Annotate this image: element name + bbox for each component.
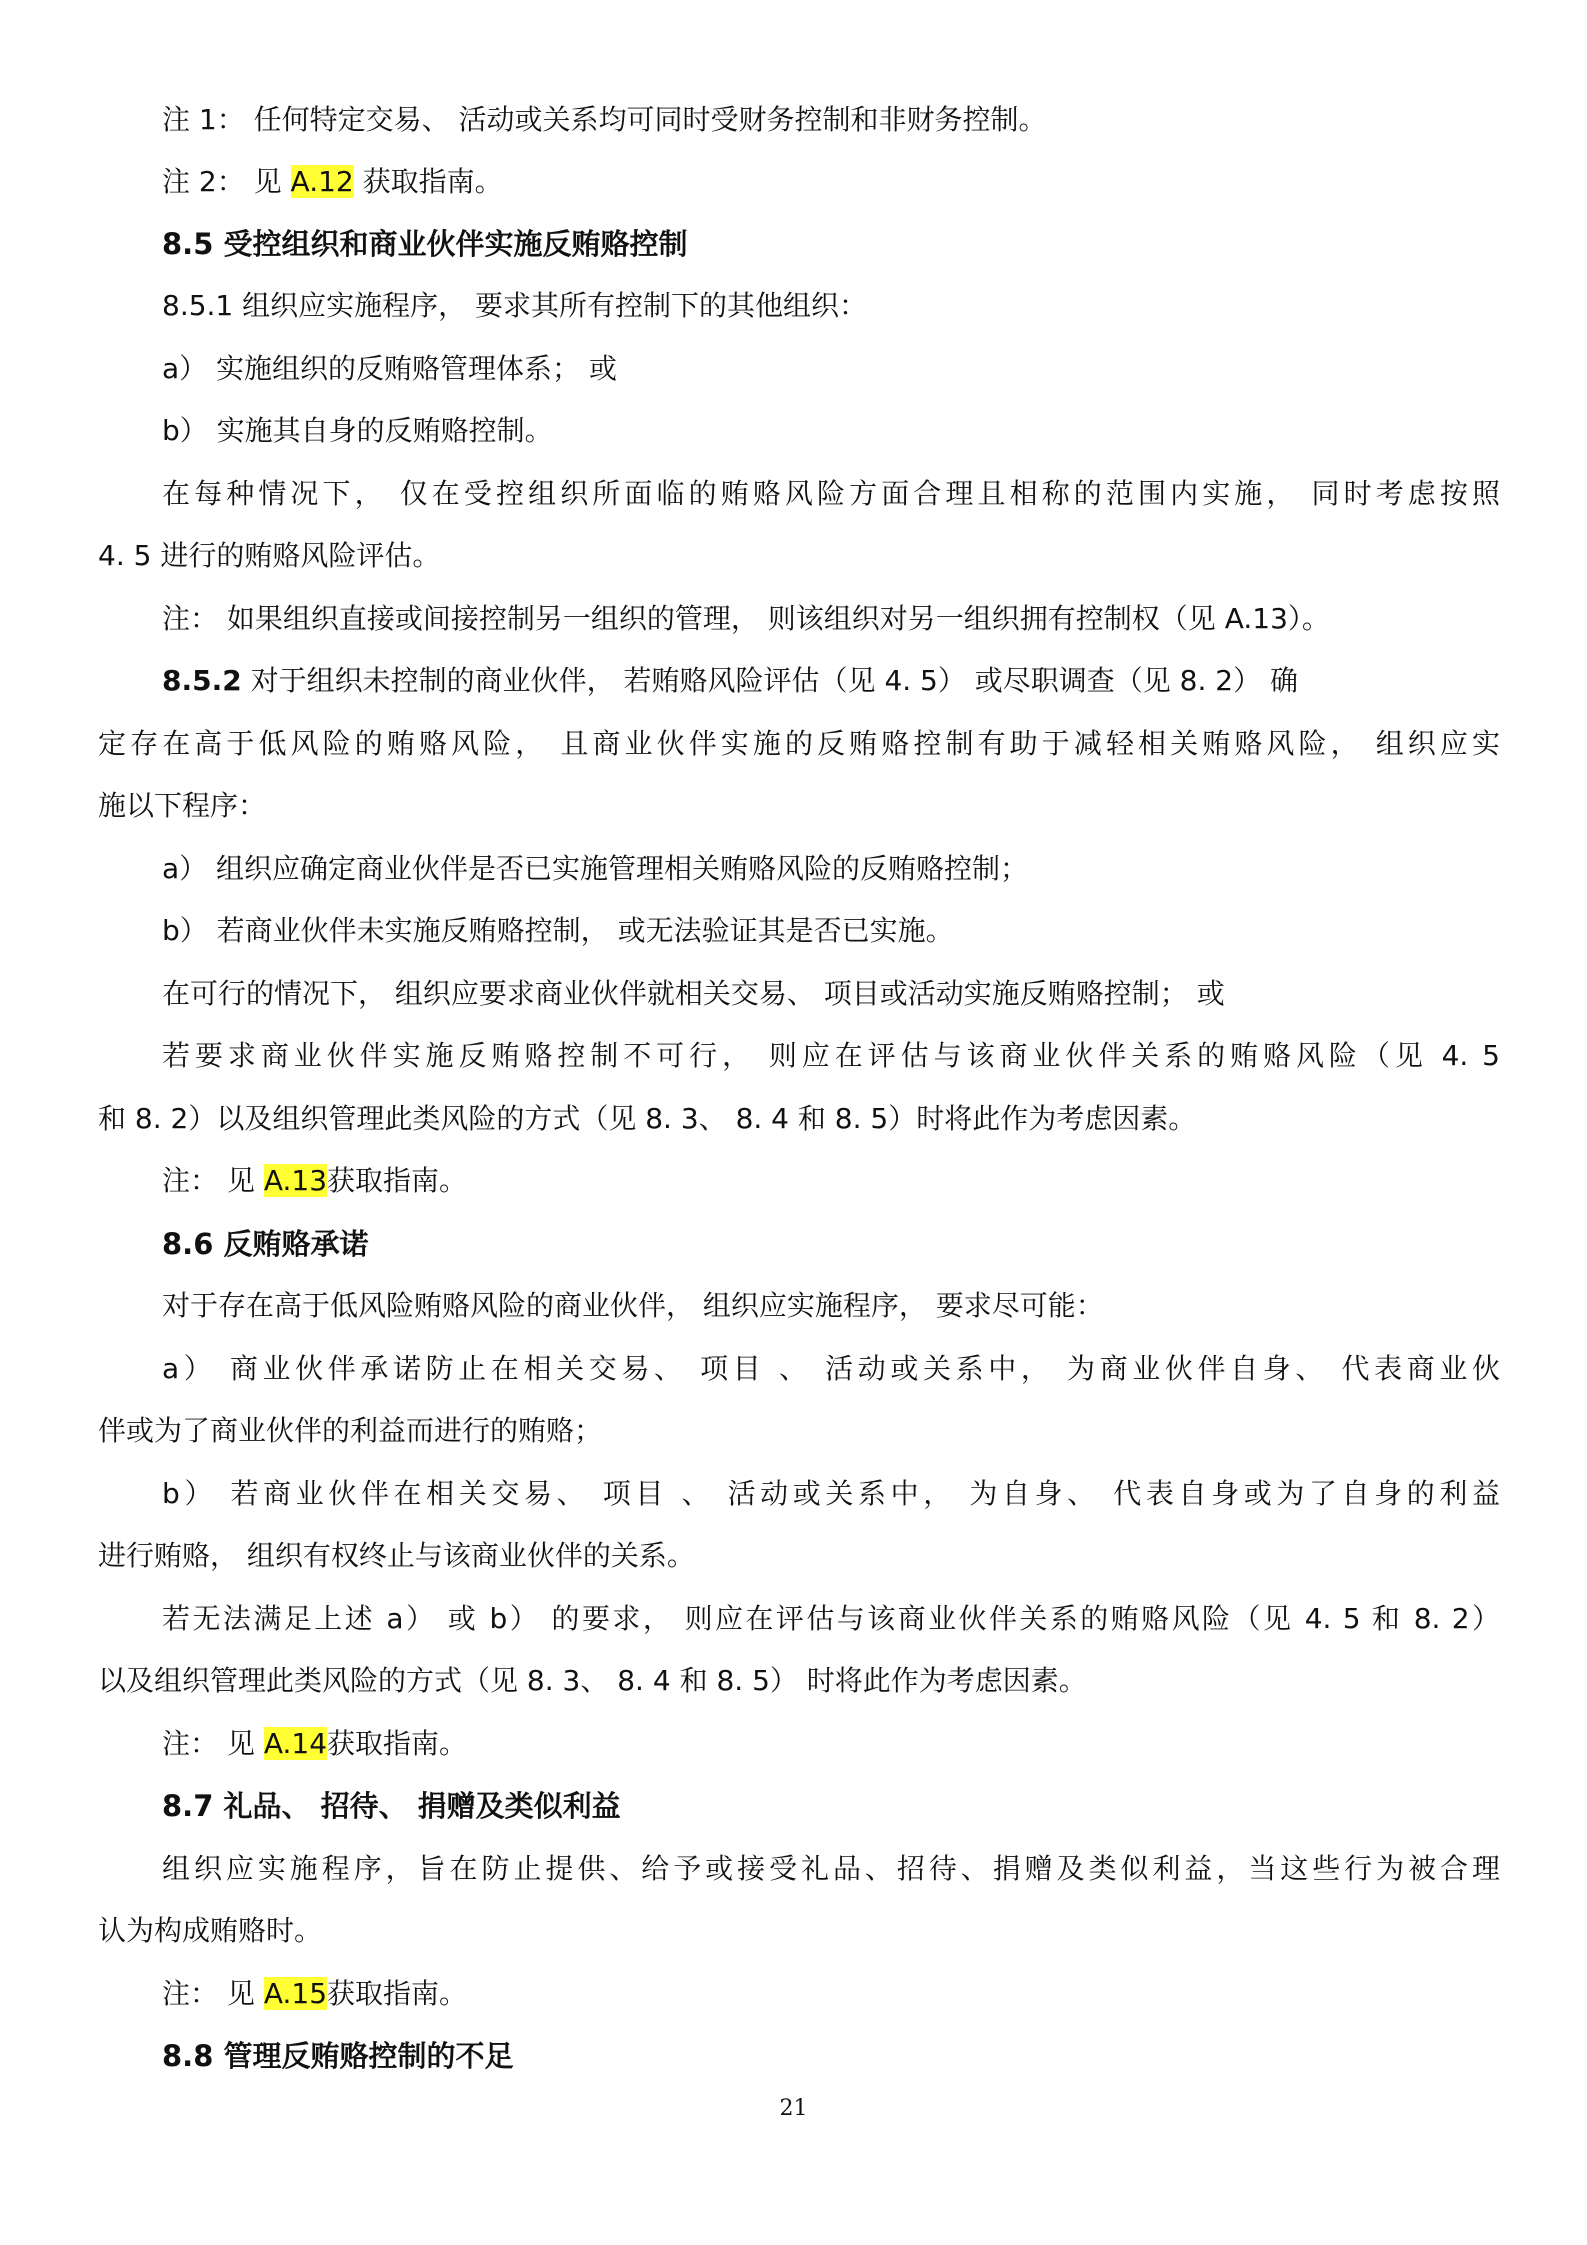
page-number: 21 [779, 2096, 808, 2121]
clause-8-5-2-text: 对于组织未控制的商业伙伴， 若贿赂风险评估（见 4. 5） 或尽职调查（见 8. 2） 确 [241, 664, 1298, 697]
item-8-5-1-b: b） 实施其自身的反贿赂控制。 [162, 414, 553, 447]
item-8-6-b-line-1: b） 若商业伙伴在相关交易、 项目 、 活动或关系中， 为自身、 代表自身或为了自身的利益 [162, 1477, 1500, 1510]
heading-8-7: 8.7 礼品、 招待、 捐赠及类似利益 [162, 1789, 621, 1823]
item-8-5-2-a: a） 组织应确定商业伙伴是否已实施管理相关贿赂风险的反贿赂控制； [162, 852, 1029, 885]
note-2-suffix: 获取指南。 [353, 165, 503, 198]
paragraph-8-5-1-line-2: 4. 5 进行的贿赂风险评估。 [98, 539, 441, 572]
ref-a12-link[interactable]: A.12 [290, 165, 354, 198]
clause-8-5-2-line-3: 施以下程序： [98, 789, 267, 822]
item-8-6-a-line-2: 伴或为了商业伙伴的利益而进行的贿赂； [98, 1414, 603, 1447]
note-8-7-prefix: 注： 见 [162, 1977, 264, 2010]
item-8-6-b-line-2: 进行贿赂， 组织有权终止与该商业伙伴的关系。 [98, 1539, 695, 1572]
heading-8-5: 8.5 受控组织和商业伙伴实施反贿赂控制 [162, 227, 688, 261]
heading-8-6: 8.6 反贿赂承诺 [162, 1227, 369, 1261]
ref-a15-link[interactable]: A.15 [263, 1977, 328, 2010]
note-2 [162, 162, 503, 202]
note-8-5-2-suffix: 获取指南。 [327, 1164, 468, 1197]
ref-a13-link[interactable]: A.13 [263, 1164, 328, 1197]
note-8-5-2-prefix: 注： 见 [162, 1164, 264, 1197]
note-8-7 [162, 1974, 467, 2014]
clause-8-5-2-line-2: 定存在高于低风险的贿赂风险， 且商业伙伴实施的反贿赂控制有助于减轻相关贿赂风险， 组织应实 [98, 727, 1500, 760]
paragraph-infeasible-line-2: 和 8. 2）以及组织管理此类风险的方式（见 8. 3、 8. 4 和 8. 5）时将此作为考虑因素。 [98, 1102, 1197, 1135]
paragraph-feasible: 在可行的情况下， 组织应要求商业伙伴就相关交易、 项目或活动实施反贿赂控制； 或 [162, 977, 1225, 1010]
heading-8-8: 8.8 管理反贿赂控制的不足 [162, 2039, 514, 2073]
item-8-5-2-b: b） 若商业伙伴未实施反贿赂控制， 或无法验证其是否已实施。 [162, 914, 954, 947]
paragraph-8-6-intro: 对于存在高于低风险贿赂风险的商业伙伴， 组织应实施程序， 要求尽可能： [162, 1289, 1104, 1322]
note-8-5-2 [162, 1161, 467, 1201]
item-8-5-1-a: a） 实施组织的反贿赂管理体系； 或 [162, 352, 617, 385]
paragraph-8-6-fallback-line-1: 若无法满足上述 a） 或 b） 的要求， 则应在评估与该商业伙伴关系的贿赂风险（见 4. 5 和 8. 2） [162, 1602, 1500, 1635]
note-8-5-1: 注： 如果组织直接或间接控制另一组织的管理， 则该组织对另一组织拥有控制权（见 A.13）。 [162, 602, 1330, 635]
note-1: 注 1： 任何特定交易、 活动或关系均可同时受财务控制和非财务控制。 [162, 103, 1047, 136]
note-8-6-prefix: 注： 见 [162, 1727, 264, 1760]
ref-a14-link[interactable]: A.14 [263, 1727, 328, 1760]
paragraph-8-7-line-2: 认为构成贿赂时。 [98, 1914, 323, 1947]
note-8-6-suffix: 获取指南。 [327, 1727, 468, 1760]
paragraph-8-6-fallback-line-2: 以及组织管理此类风险的方式（见 8. 3、 8. 4 和 8. 5） 时将此作为考虑因素。 [98, 1664, 1087, 1697]
paragraph-8-5-1-line-1: 在每种情况下， 仅在受控组织所面临的贿赂风险方面合理且相称的范围内实施， 同时考虑按照 [162, 477, 1500, 510]
note-8-6 [162, 1724, 467, 1764]
item-8-6-a-line-1: a） 商业伙伴承诺防止在相关交易、 项目 、 活动或关系中， 为商业伙伴自身、 代表商业伙 [162, 1352, 1500, 1385]
clause-8-5-2-number: 8.5.2 [162, 664, 242, 697]
paragraph-infeasible-line-1: 若要求商业伙伴实施反贿赂控制不可行， 则应在评估与该商业伙伴关系的贿赂风险（见 4. 5 [162, 1039, 1500, 1072]
paragraph-8-7-line-1: 组织应实施程序，旨在防止提供、给予或接受礼品、招待、捐赠及类似利益，当这些行为被合理 [162, 1852, 1500, 1885]
clause-8-5-2-line-1 [162, 661, 1298, 701]
note-8-7-suffix: 获取指南。 [327, 1977, 468, 2010]
clause-8-5-1: 8.5.1 组织应实施程序， 要求其所有控制下的其他组织： [162, 289, 868, 322]
note-2-prefix: 注 2： 见 [162, 165, 291, 198]
